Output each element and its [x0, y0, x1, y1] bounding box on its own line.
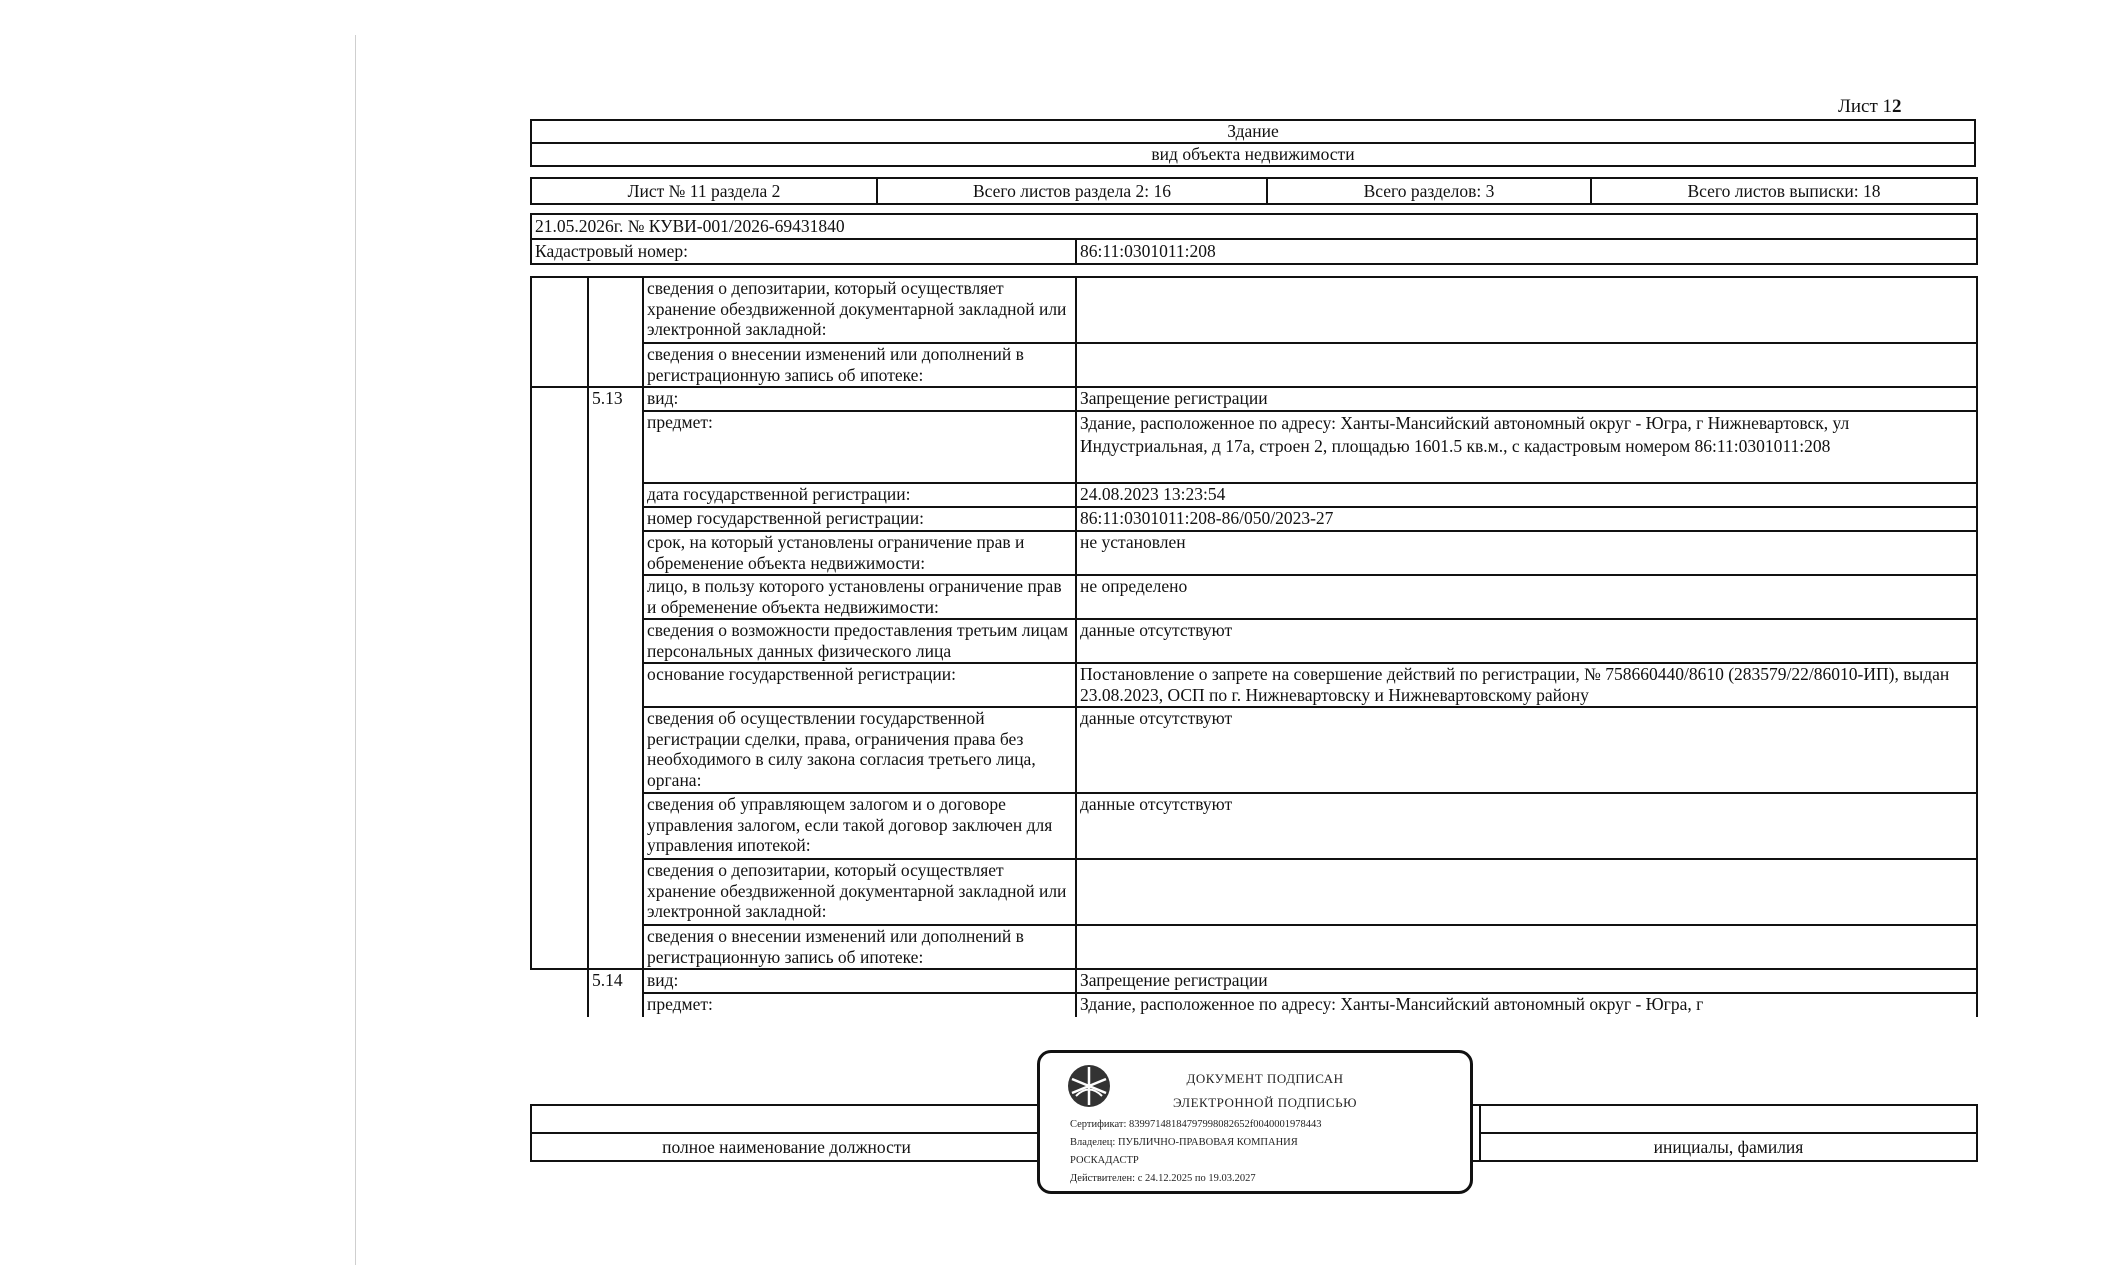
row-value: данные отсутствуют — [1076, 793, 1977, 859]
row-value: Здание, расположенное по адресу: Ханты-Мансийский автономный округ - Югра, г Нижневартовск, ул Индустриальная, д 17а, строен 2, площадью 1601.5 кв.м., с кадастровым номером 86:11:0301011:208 — [1076, 411, 1977, 483]
row-label: сведения об управляющем залогом и о договоре управления залогом, если такой договор заключен для управления ипотекой: — [643, 793, 1076, 859]
table-row — [531, 575, 1977, 619]
row-value: не определено — [1076, 575, 1977, 619]
table-row — [531, 343, 1977, 387]
table-row — [531, 925, 1977, 969]
page-margin-line — [355, 35, 356, 1265]
row-label: номер государственной регистрации: — [643, 507, 1076, 531]
object-type: Здание — [531, 120, 1975, 143]
stamp-certificate: Сертификат: 83997148184797998082652f0040001978443 — [1070, 1119, 1322, 1130]
document-header-table — [530, 213, 1978, 265]
stamp-owner-line1: Владелец: ПУБЛИЧНО-ПРАВОВАЯ КОМПАНИЯ — [1070, 1137, 1298, 1148]
name-caption: инициалы, фамилия — [1480, 1133, 1977, 1161]
cadastral-label: Кадастровый номер: — [531, 239, 1076, 264]
row-label: вид: — [643, 969, 1076, 993]
stamp-owner-line2: РОСКАДАСТР — [1070, 1155, 1139, 1166]
row-label: сведения о внесении изменений или дополнений в регистрационную запись об ипотеке: — [643, 343, 1076, 387]
row-label: сведения о депозитарии, который осуществляет хранение обездвиженной документарной закладной или электронной закладной: — [643, 859, 1076, 925]
row-value — [1076, 925, 1977, 969]
table-row — [531, 619, 1977, 663]
row-value: Постановление о запрете на совершение действий по регистрации, № 758660440/8610 (283579/22/86010-ИП), выдан 23.08.2023, ОСП по г. Нижневартовску и Нижневартовскому району — [1076, 663, 1977, 707]
table-row — [531, 507, 1977, 531]
table-row — [531, 993, 1977, 1017]
total-sheets: Всего листов выписки: 18 — [1591, 178, 1977, 204]
row-value: не установлен — [1076, 531, 1977, 575]
row-label: сведения об осуществлении государственной регистрации сделки, права, ограничения права без необходимого в силу закона согласия третьего лица, органа: — [643, 707, 1076, 793]
row-value — [1076, 859, 1977, 925]
table-row — [531, 969, 1977, 993]
sheets-info-table — [530, 177, 1978, 205]
encumbrance-table — [530, 276, 1978, 1017]
row-value: Запрещение регистрации — [1076, 969, 1977, 993]
row-label: сведения о внесении изменений или дополнений в регистрационную запись об ипотеке: — [643, 925, 1076, 969]
table-row — [531, 531, 1977, 575]
row-label: срок, на который установлены ограничение прав и обременение объекта недвижимости: — [643, 531, 1076, 575]
row-label: лицо, в пользу которого установлены ограничение прав и обременение объекта недвижимости: — [643, 575, 1076, 619]
stamp-title-line1: ДОКУМЕНТ ПОДПИСАН — [1186, 1071, 1344, 1086]
rosreestr-logo-icon — [1066, 1063, 1112, 1109]
sheet-of-section: Лист № 11 раздела 2 — [531, 178, 877, 204]
entry-number: 5.13 — [588, 387, 643, 969]
row-label: сведения о депозитарии, который осуществляет хранение обездвиженной документарной закладной или электронной закладной: — [643, 277, 1076, 343]
table-row — [531, 859, 1977, 925]
table-row — [531, 483, 1977, 507]
table-row — [531, 411, 1977, 483]
row-label: основание государственной регистрации: — [643, 663, 1076, 707]
table-row — [531, 793, 1977, 859]
row-label: дата государственной регистрации: — [643, 483, 1076, 507]
stamp-valid: Действителен: с 24.12.2025 по 19.03.2027 — [1070, 1173, 1256, 1184]
cadastral-value: 86:11:0301011:208 — [1076, 239, 1977, 264]
table-row — [531, 707, 1977, 793]
table-row — [531, 663, 1977, 707]
row-value — [1076, 277, 1977, 343]
table-row — [531, 277, 1977, 343]
row-value: Здание, расположенное по адресу: Ханты-Мансийский автономный округ - Югра, г — [1076, 993, 1977, 1017]
total-in-section: Всего листов раздела 2: 16 — [877, 178, 1267, 204]
row-value: 24.08.2023 13:23:54 — [1076, 483, 1977, 507]
row-label: сведения о возможности предоставления третьим лицам персональных данных физического лица — [643, 619, 1076, 663]
sheet-number: Лист 12 — [1838, 96, 1902, 117]
row-value: Запрещение регистрации — [1076, 387, 1977, 411]
total-sections: Всего разделов: 3 — [1267, 178, 1591, 204]
object-type-table — [530, 119, 1976, 167]
row-value — [1076, 343, 1977, 387]
row-value: 86:11:0301011:208-86/050/2023-27 — [1076, 507, 1977, 531]
electronic-signature-stamp — [1037, 1050, 1473, 1194]
row-label: предмет: — [643, 411, 1076, 483]
position-caption: полное наименование должности — [531, 1133, 1042, 1161]
document-reference: 21.05.2026г. № КУВИ-001/2026-69431840 — [531, 214, 1977, 239]
entry-number: 5.14 — [588, 969, 643, 1017]
table-row — [531, 387, 1977, 411]
object-type-caption: вид объекта недвижимости — [531, 143, 1975, 166]
row-label: вид: — [643, 387, 1076, 411]
stamp-title-line2: ЭЛЕКТРОННОЙ ПОДПИСЬЮ — [1173, 1095, 1357, 1110]
row-value: данные отсутствуют — [1076, 707, 1977, 793]
row-label: предмет: — [643, 993, 1076, 1017]
row-value: данные отсутствуют — [1076, 619, 1977, 663]
